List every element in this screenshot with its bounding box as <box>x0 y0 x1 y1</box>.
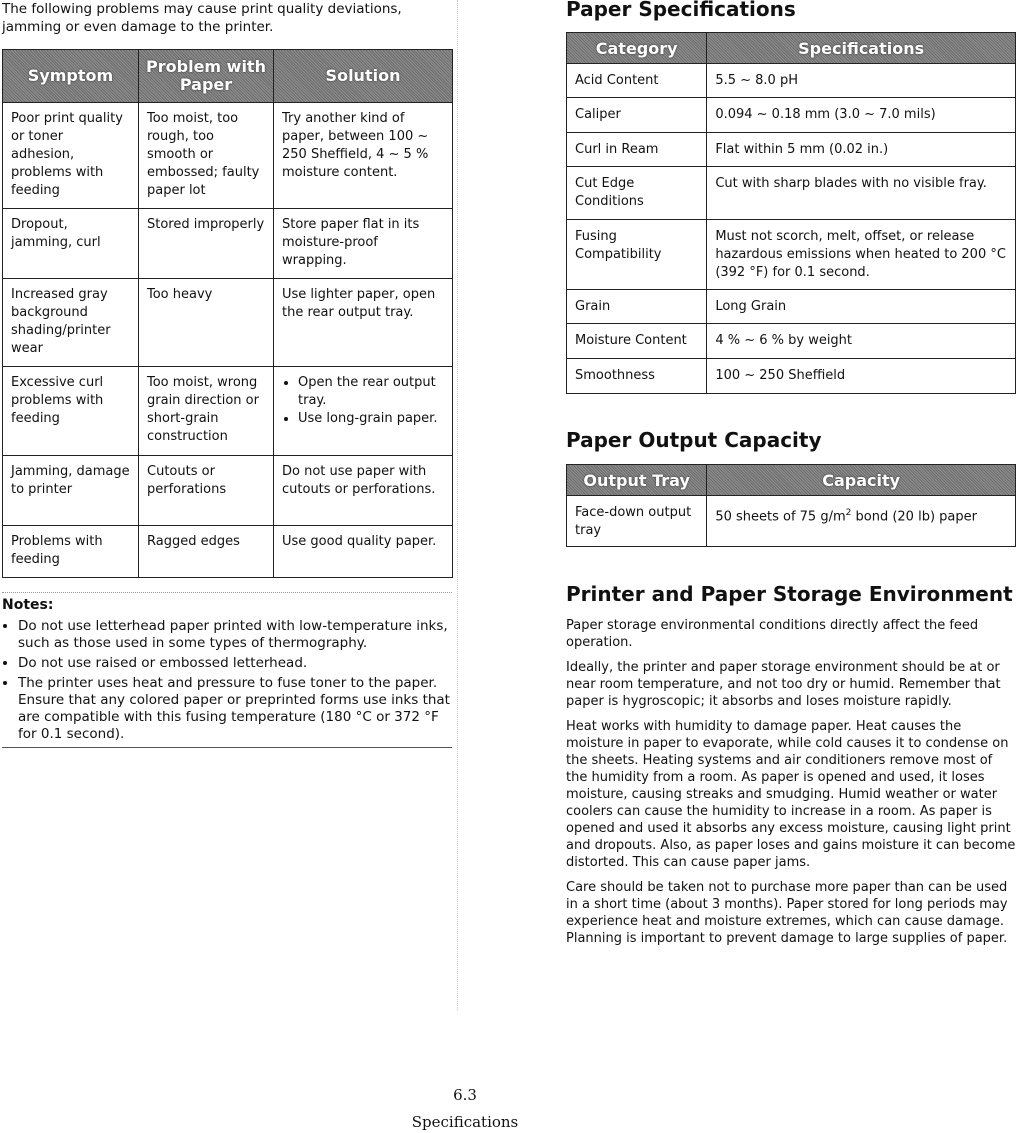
symptom-cell: Jamming, damage to printer <box>3 456 139 526</box>
left-column <box>2 0 452 748</box>
category-cell: Caliper <box>567 98 707 133</box>
capacity-text-tail: bond (20 lb) paper <box>851 509 977 525</box>
right-column <box>566 0 1016 947</box>
header-problem: Problem with Paper <box>139 50 274 103</box>
page-number: 6.3 <box>453 1086 477 1104</box>
solution-cell: Try another kind of paper, between 100 ~ 250 Sheffield, 4 ~ 5 % moisture content. <box>274 103 453 209</box>
table-header-row <box>567 33 1016 64</box>
capacity-cell <box>707 496 1016 547</box>
spec-value-cell: 4 % ~ 6 % by weight <box>707 324 1016 359</box>
category-cell: Grain <box>567 290 707 324</box>
problem-cell: Too heavy <box>139 279 274 367</box>
table-row <box>567 167 1016 220</box>
solution-cell: Do not use paper with cutouts or perforations. <box>274 456 453 526</box>
spec-value-cell: Must not scorch, melt, offset, or release hazardous emissions when heated to 200 °C (392 °F) for 0.1 second. <box>707 220 1016 290</box>
table-row <box>3 279 453 367</box>
header-capacity: Capacity <box>707 465 1016 496</box>
table-row <box>567 64 1016 98</box>
category-cell: Fusing Compatibility <box>567 220 707 290</box>
storage-paragraph: Care should be taken not to purchase more paper than can be used in a short time (about 3 months). Paper stored for long periods may experience heat and moisture extremes, which can cause damage. Planning is important to prevent damage to large supplies of paper. <box>566 880 1008 946</box>
symptom-cell: Excessive curl problems with feeding <box>3 367 139 456</box>
capacity-superscript: 2 <box>845 508 852 518</box>
symptom-cell: Poor print quality or toner adhesion, problems with feeding <box>3 103 139 209</box>
spec-value-cell: 100 ~ 250 Sheffield <box>707 359 1016 394</box>
problem-cell: Ragged edges <box>139 526 274 578</box>
header-specifications: Specifications <box>707 33 1016 64</box>
output-capacity-heading: Paper Output Capacity <box>566 428 822 452</box>
solution-cell: Use lighter paper, open the rear output tray. <box>274 279 453 367</box>
symptom-cell: Increased gray background shading/printer wear <box>3 279 139 367</box>
table-row <box>3 209 453 279</box>
solution-list-item: • Open the rear output tray. <box>298 374 444 410</box>
paper-specifications-table <box>566 32 1016 394</box>
problem-cell: Too moist, wrong grain direction or short-grain construction <box>139 367 274 456</box>
spec-value-cell: Long Grain <box>707 290 1016 324</box>
notes-list <box>2 618 452 743</box>
table-row <box>567 220 1016 290</box>
solution-cell: Use good quality paper. <box>274 526 453 578</box>
category-cell: Curl in Ream <box>567 133 707 167</box>
table-row <box>567 496 1016 547</box>
problem-cell: Stored improperly <box>139 209 274 279</box>
troubleshooting-table <box>2 49 453 578</box>
notes-box <box>2 592 452 748</box>
solution-cell <box>274 367 453 456</box>
note-item: • Do not use letterhead paper printed with low-temperature inks, such as those used in some types of thermography. <box>18 618 452 652</box>
notes-title: Notes: <box>2 597 54 613</box>
intro-text: The following problems may cause print quality deviations, jamming or even damage to the printer. <box>2 1 402 35</box>
solution-cell: Store paper flat in its moisture-proof wrapping. <box>274 209 453 279</box>
table-row <box>567 133 1016 167</box>
table-row <box>567 290 1016 324</box>
header-output-tray: Output Tray <box>567 465 707 496</box>
note-item: • Do not use raised or embossed letterhead. <box>18 655 452 672</box>
table-row <box>567 324 1016 359</box>
solution-list <box>282 374 444 428</box>
solution-list-item: • Use long-grain paper. <box>298 410 444 428</box>
category-cell: Smoothness <box>567 359 707 394</box>
table-row <box>567 98 1016 133</box>
table-row <box>3 103 453 209</box>
table-row <box>3 526 453 578</box>
note-item: • The printer uses heat and pressure to fuse toner to the paper. Ensure that any colored paper or preprinted forms use inks that are compatible with this fusing temperature (180 °C or 372 °F for 0.1 second). <box>18 675 452 743</box>
spec-value-cell: 0.094 ~ 0.18 mm (3.0 ~ 7.0 mils) <box>707 98 1016 133</box>
output-tray-cell: Face-down output tray <box>567 496 707 547</box>
spec-value-cell: Flat within 5 mm (0.02 in.) <box>707 133 1016 167</box>
capacity-text: 50 sheets of 75 g/m <box>715 509 846 525</box>
header-category: Category <box>567 33 707 64</box>
problem-cell: Cutouts or perforations <box>139 456 274 526</box>
symptom-cell: Problems with feeding <box>3 526 139 578</box>
spec-value-cell: Cut with sharp blades with no visible fray. <box>707 167 1016 220</box>
storage-paragraph: Paper storage environmental conditions directly affect the feed operation. <box>566 618 979 650</box>
storage-paragraph: Heat works with humidity to damage paper. Heat causes the moisture in paper to evaporate, while cold causes it to condense on the sheets. Heating systems and air conditioners remove most of the humidity from a room. As paper is opened and used, it loses moisture, causing streaks and smudging. Humid weather or water coolers can cause the humidity to increase in a room. As paper is opened and used it absorbs any excess moisture, causing light print and dropouts. Also, as paper loses and gains moisture it can become distorted. This can cause paper jams. <box>566 719 1016 870</box>
spec-value-cell: 5.5 ~ 8.0 pH <box>707 64 1016 98</box>
storage-paragraph: Ideally, the printer and paper storage environment should be at or near room temperature, and not too dry or humid. Remember that paper is hygroscopic; it absorbs and loses moisture rapidly. <box>566 660 1001 709</box>
category-cell: Cut Edge Conditions <box>567 167 707 220</box>
table-row <box>567 359 1016 394</box>
storage-environment-heading: Printer and Paper Storage Environment <box>566 582 1013 606</box>
table-header-row <box>3 50 453 103</box>
paper-specifications-heading: Paper Specifications <box>566 0 796 21</box>
table-row <box>3 367 453 456</box>
header-symptom: Symptom <box>3 50 139 103</box>
symptom-cell: Dropout, jamming, curl <box>3 209 139 279</box>
column-divider <box>457 0 458 1010</box>
problem-cell: Too moist, too rough, too smooth or embossed; faulty paper lot <box>139 103 274 209</box>
category-cell: Moisture Content <box>567 324 707 359</box>
output-capacity-table <box>566 464 1016 547</box>
table-header-row <box>567 465 1016 496</box>
category-cell: Acid Content <box>567 64 707 98</box>
section-title: Specifications <box>411 1113 519 1131</box>
header-solution: Solution <box>274 50 453 103</box>
table-row <box>3 456 453 526</box>
